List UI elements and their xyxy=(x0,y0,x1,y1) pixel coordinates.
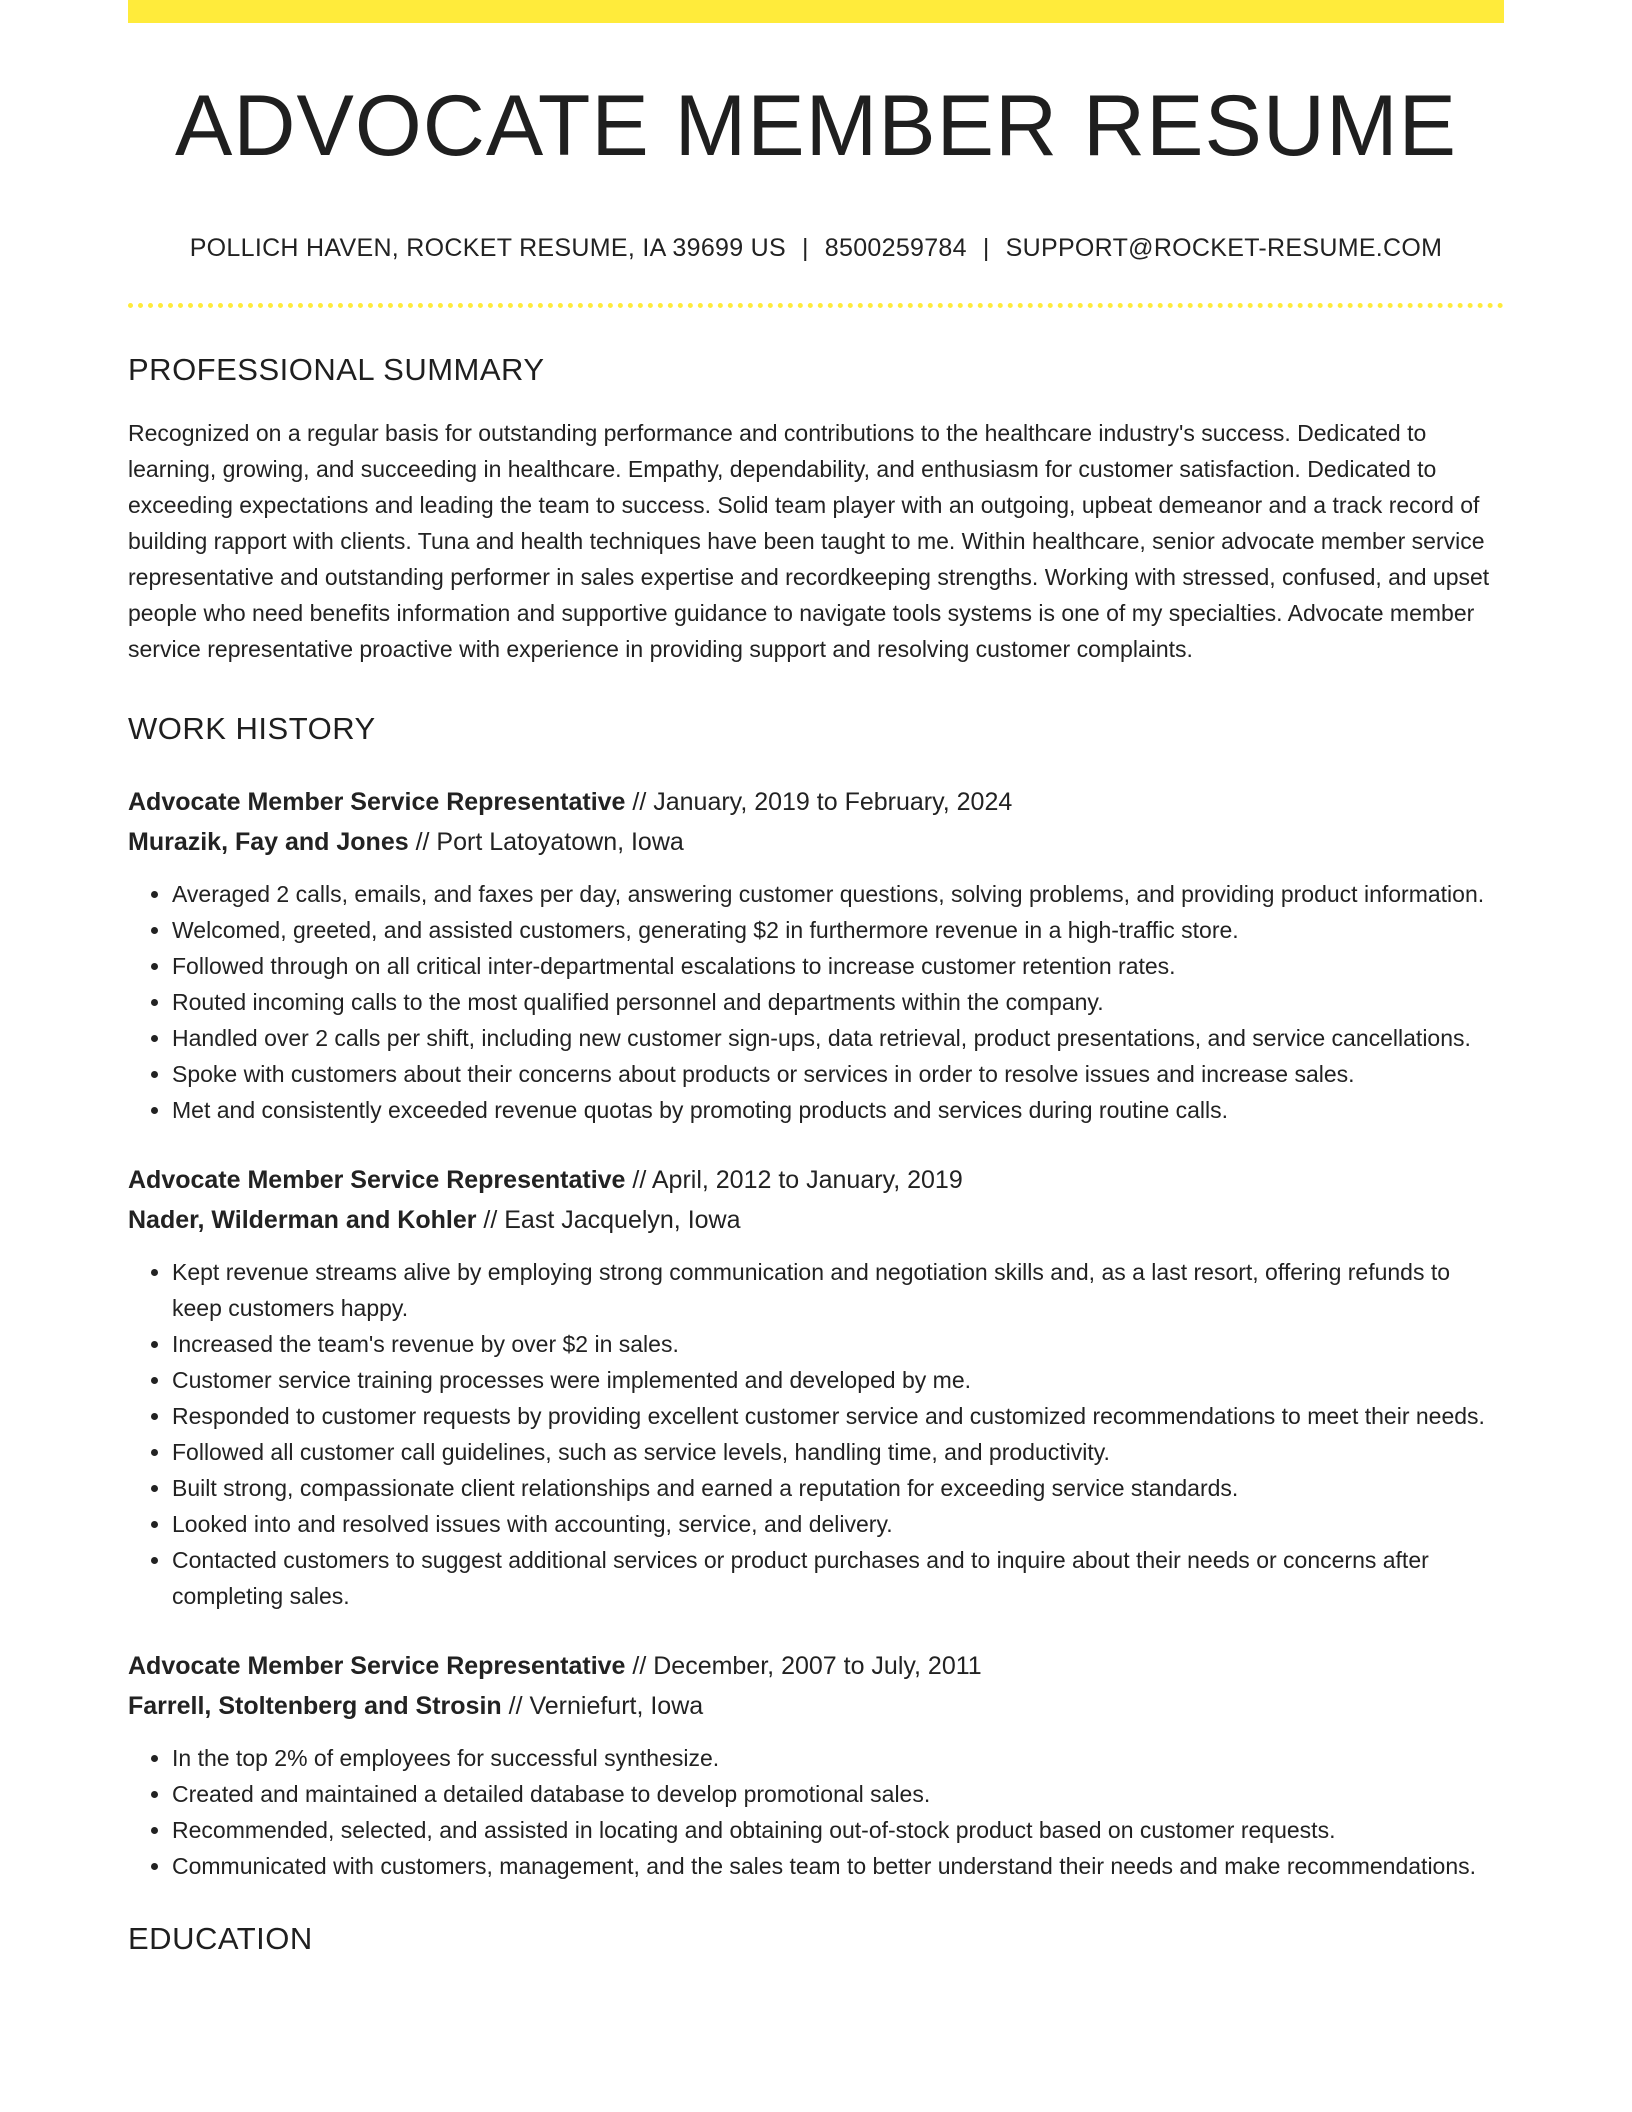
job-company: Nader, Wilderman and Kohler xyxy=(128,1206,477,1235)
contact-separator: | xyxy=(982,234,990,262)
job-entry xyxy=(128,1646,1504,1884)
job-title: Advocate Member Service Representative xyxy=(128,1166,626,1195)
duty-item: • Customer service training processes were implemented and developed by me. xyxy=(172,1362,1504,1398)
duty-item: • Routed incoming calls to the most qualified personnel and departments within the company. xyxy=(172,984,1504,1020)
duty-item: • Responded to customer requests by providing excellent customer service and customized recommendations to meet their needs. xyxy=(172,1398,1504,1434)
job-company-line xyxy=(128,1200,1504,1240)
duty-item: • Followed all customer call guidelines, such as service levels, handling time, and productivity. xyxy=(172,1434,1504,1470)
duty-item: • Built strong, compassionate client relationships and earned a reputation for exceeding service standards. xyxy=(172,1470,1504,1506)
job-title: Advocate Member Service Representative xyxy=(128,788,626,817)
job-company: Farrell, Stoltenberg and Strosin xyxy=(128,1692,502,1721)
job-company: Murazik, Fay and Jones xyxy=(128,828,409,857)
duty-item: • In the top 2% of employees for successful synthesize. xyxy=(172,1740,1504,1776)
job-dates: // December, 2007 to July, 2011 xyxy=(632,1652,982,1681)
duty-item: • Contacted customers to suggest additional services or product purchases and to inquire about their needs or concerns after completing sales. xyxy=(172,1542,1504,1614)
accent-top-bar xyxy=(128,0,1504,23)
duty-item: • Met and consistently exceeded revenue quotas by promoting products and services during routine calls. xyxy=(172,1092,1504,1128)
work-history-heading: WORK HISTORY xyxy=(128,711,376,747)
duty-item: • Spoke with customers about their concerns about products or services in order to resolve issues and increase sales. xyxy=(172,1056,1504,1092)
summary-heading: PROFESSIONAL SUMMARY xyxy=(128,352,545,387)
contact-email: SUPPORT@ROCKET-RESUME.COM xyxy=(1005,234,1443,262)
job-duties-list xyxy=(128,1740,1504,1884)
contact-phone: 8500259784 xyxy=(824,234,967,262)
education-heading: EDUCATION xyxy=(128,1921,313,1957)
job-title: Advocate Member Service Representative xyxy=(128,1652,626,1681)
contact-line xyxy=(128,234,1504,263)
duty-item: • Kept revenue streams alive by employing strong communication and negotiation skills and, as a last resort, offering refunds to keep customers happy. xyxy=(172,1254,1504,1326)
duty-item: • Communicated with customers, management, and the sales team to better understand their needs and make recommendations. xyxy=(172,1848,1504,1884)
job-location: // Verniefurt, Iowa xyxy=(508,1692,704,1721)
contact-address: POLLICH HAVEN, ROCKET RESUME, IA 39699 US xyxy=(189,234,786,262)
job-dates: // April, 2012 to January, 2019 xyxy=(632,1166,963,1195)
job-title-line xyxy=(128,1646,1504,1686)
dotted-divider xyxy=(128,303,1504,308)
duty-item: • Increased the team's revenue by over $2 in sales. xyxy=(172,1326,1504,1362)
job-duties-list xyxy=(128,876,1504,1128)
resume-title: ADVOCATE MEMBER RESUME xyxy=(175,78,1457,174)
job-entry xyxy=(128,1160,1504,1614)
job-dates: // January, 2019 to February, 2024 xyxy=(632,788,1013,817)
duty-item: • Followed through on all critical inter-departmental escalations to increase customer retention rates. xyxy=(172,948,1504,984)
duty-item: • Averaged 2 calls, emails, and faxes per day, answering customer questions, solving problems, and providing product information. xyxy=(172,876,1504,912)
job-location: // East Jacquelyn, Iowa xyxy=(483,1206,741,1235)
contact-separator: | xyxy=(802,234,809,262)
duty-item: • Recommended, selected, and assisted in locating and obtaining out-of-stock product based on customer requests. xyxy=(172,1812,1504,1848)
job-company-line xyxy=(128,822,1504,862)
summary-text: Recognized on a regular basis for outstanding performance and contributions to the healthcare industry's success. Dedicated to learning, growing, and succeeding in healthcare. Empathy, dependability, and enthusiasm for customer satisfaction. Dedicated to exceeding expectations and leading the team to success. Solid team player with an outgoing, upbeat demeanor and a track record of building rapport with clients. Tuna and health techniques have been taught to me. Within healthcare, senior advocate member service representative and outstanding performer in sales expertise and recordkeeping strengths. Working with stressed, confused, and upset people who need benefits information and supportive guidance to navigate tools systems is one of my specialties. Advocate member service representative proactive with experience in providing support and resolving customer complaints. xyxy=(128,420,1490,663)
duty-item: • Looked into and resolved issues with accounting, service, and delivery. xyxy=(172,1506,1504,1542)
job-title-line xyxy=(128,1160,1504,1200)
job-duties-list xyxy=(128,1254,1504,1614)
resume-page xyxy=(128,0,1504,1956)
duty-item: • Welcomed, greeted, and assisted customers, generating $2 in furthermore revenue in a high-traffic store. xyxy=(172,912,1504,948)
job-location: // Port Latoyatown, Iowa xyxy=(415,828,684,857)
job-entry xyxy=(128,782,1504,1128)
work-history-list xyxy=(128,782,1504,1884)
duty-item: • Handled over 2 calls per shift, including new customer sign-ups, data retrieval, product presentations, and service cancellations. xyxy=(172,1020,1504,1056)
duty-item: • Created and maintained a detailed database to develop promotional sales. xyxy=(172,1776,1504,1812)
job-title-line xyxy=(128,782,1504,822)
job-company-line xyxy=(128,1686,1504,1726)
